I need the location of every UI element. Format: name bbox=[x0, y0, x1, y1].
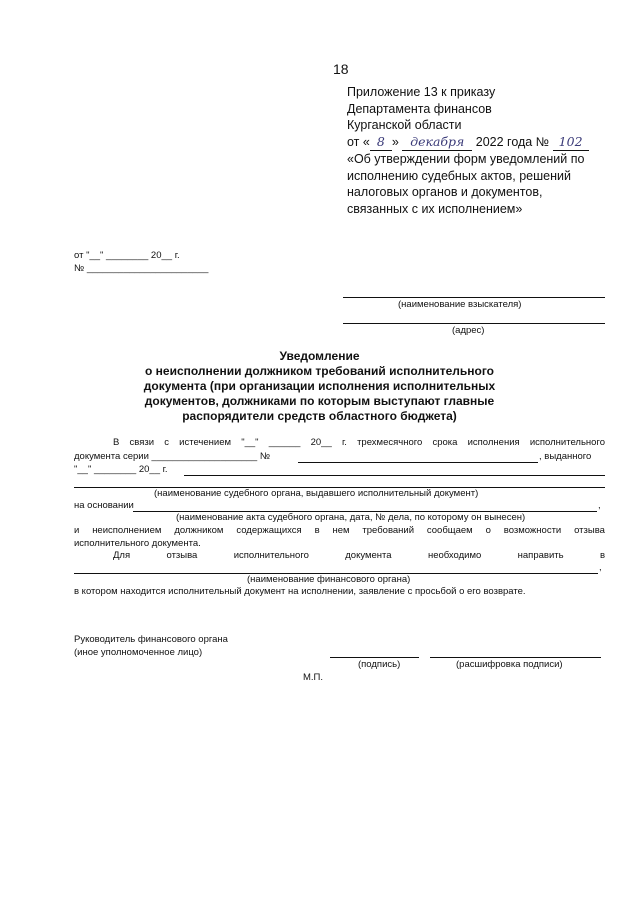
paragraph-3-line-1 bbox=[113, 550, 605, 561]
word: в bbox=[599, 550, 605, 561]
appendix-line-6: исполнению судебных актов, решений bbox=[347, 168, 571, 183]
title-line-3: документа (при организации исполнения исполнительных bbox=[143, 379, 496, 393]
finance-caption: (наименование финансового органа) bbox=[247, 574, 411, 585]
date-prefix: от « bbox=[347, 134, 370, 149]
word: документа bbox=[345, 550, 392, 561]
appendix-line-3: Курганской области bbox=[347, 118, 462, 132]
word: г. bbox=[341, 437, 347, 448]
basis-suffix: , bbox=[598, 500, 601, 511]
handwritten-day: 8 bbox=[370, 134, 392, 152]
title-line-1: Уведомление bbox=[279, 349, 360, 363]
title-line-4: документов, должниками по которым выступают главные bbox=[144, 394, 495, 408]
act-caption: (наименование акта судебного органа, дата, № дела, по которому он вынесен) bbox=[176, 512, 526, 523]
signer-role-line-2: (иное уполномоченное лицо) bbox=[74, 647, 203, 658]
handwritten-month: декабря bbox=[402, 134, 472, 152]
page-number: 18 bbox=[333, 61, 349, 77]
paragraph-1-line-2-left: документа серии ____________________ № bbox=[74, 451, 271, 462]
court-caption: (наименование судебного органа, выдавшего исполнительный документ) bbox=[154, 488, 479, 499]
word: трехмесячного bbox=[357, 437, 423, 448]
recipient-name-caption: (наименование взыскателя) bbox=[398, 299, 522, 310]
word: возможности bbox=[503, 525, 562, 536]
word: ______ bbox=[268, 437, 301, 448]
paragraph-3-line-3: в котором находится исполнительный документ на исполнении, заявление с просьбой о его возврате. bbox=[74, 586, 526, 597]
word: должником bbox=[174, 525, 224, 536]
word: содержащихся bbox=[236, 525, 302, 536]
word: требований bbox=[362, 525, 415, 536]
word: о bbox=[485, 525, 491, 536]
word: направить bbox=[517, 550, 564, 561]
word: исполнительного bbox=[233, 550, 309, 561]
title-line-2: о неисполнении должником требований исполнительного bbox=[144, 364, 494, 378]
word: неисполнением bbox=[92, 525, 162, 536]
court-line-1 bbox=[184, 475, 605, 476]
word: исполнительного bbox=[529, 437, 605, 448]
signer-role-line-1: Руководитель финансового органа bbox=[74, 634, 228, 645]
signature-line bbox=[330, 657, 419, 658]
word: отзыва bbox=[166, 550, 198, 561]
recipient-address-caption: (адрес) bbox=[452, 325, 485, 336]
date-mid: » bbox=[391, 134, 399, 149]
word: и bbox=[74, 525, 80, 536]
word: исполнения bbox=[467, 437, 520, 448]
word: истечением bbox=[179, 437, 232, 448]
appendix-line-8: связанных с их исполнением» bbox=[347, 201, 523, 216]
paragraph-1-line-2-right: , выданного bbox=[539, 451, 592, 462]
appendix-date-line bbox=[347, 134, 589, 152]
appendix-line-7: налоговых органов и документов, bbox=[347, 185, 543, 199]
appendix-line-5: «Об утверждении форм уведомлений по bbox=[347, 152, 585, 166]
title-line-5: распорядители средств областного бюджета) bbox=[182, 409, 457, 423]
signature-caption: (подпись) bbox=[358, 659, 401, 670]
outgoing-date: от "__" ________ 20__ г. bbox=[74, 250, 180, 261]
document-title bbox=[0, 349, 639, 424]
appendix-line-2: Департамента финансов bbox=[347, 101, 492, 116]
finance-line-suffix: , bbox=[599, 562, 602, 573]
stamp-place: М.П. bbox=[303, 672, 324, 683]
basis-prefix: на основании bbox=[74, 500, 134, 511]
document-number-line bbox=[298, 462, 538, 463]
paragraph-2-line-2: исполнительного документа. bbox=[74, 538, 201, 549]
word: отзыва bbox=[574, 525, 605, 536]
word: Для bbox=[113, 550, 131, 561]
word: 20__ bbox=[310, 437, 332, 448]
paragraph-1-line-3-left: "__" ________ 20__ г. bbox=[74, 464, 168, 475]
outgoing-number: № _______________________ bbox=[74, 263, 209, 274]
appendix-line-1: Приложение 13 к приказу bbox=[347, 85, 496, 99]
handwritten-number: 102 bbox=[553, 134, 589, 152]
date-year: 2022 года № bbox=[475, 134, 550, 149]
recipient-address-line bbox=[343, 323, 605, 324]
word: сообщаем bbox=[426, 525, 473, 536]
paragraph-1-line-1 bbox=[113, 437, 605, 448]
signature-decode-caption: (расшифровка подписи) bbox=[456, 659, 563, 670]
appendix-header bbox=[347, 84, 589, 217]
word: связи bbox=[129, 437, 155, 448]
word: "__" bbox=[241, 437, 259, 448]
recipient-name-line bbox=[343, 297, 605, 298]
word: необходимо bbox=[427, 550, 482, 561]
word: нем bbox=[332, 525, 350, 536]
paragraph-2-line-1 bbox=[74, 525, 605, 536]
word: с bbox=[164, 437, 169, 448]
word: срока bbox=[432, 437, 458, 448]
word: в bbox=[314, 525, 320, 536]
signature-decode-line bbox=[430, 657, 601, 658]
word: В bbox=[113, 437, 120, 448]
